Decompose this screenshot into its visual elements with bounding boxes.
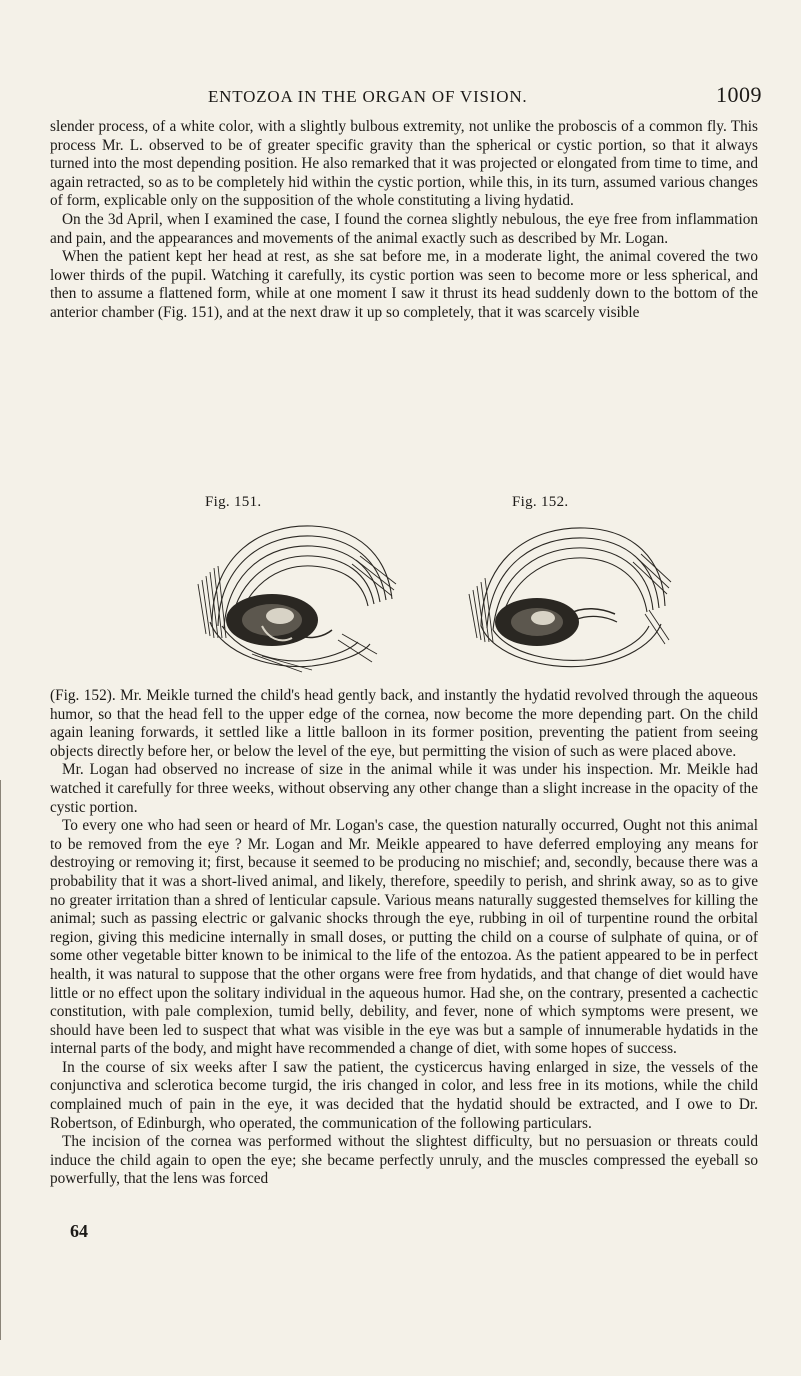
running-title: ENTOZOA IN THE ORGAN OF VISION. [208, 87, 528, 106]
page-edge-line [0, 780, 11, 1340]
paragraph: To every one who had seen or heard of Mr. Logan's case, the question naturally occurred, Ought not this animal to be removed from the eye ? Mr. Logan and Mr. Meikle appeared to have deferred employing any means for destroying or removing it; first, because it seemed to be producing no mischief; and, secondly, because there was a probability that it was a short-lived animal, and likely, therefore, speedily to perish, and shrink away, so as to give no greater irritation than a shred of lenticular capsule. Various means naturally suggested themselves for killing the animal; such as passing electric or galvanic shocks through the eye, rubbing in oil of turpentine round the orbital region, giving this medicine internally in small doses, or putting the child on a course of sulphate of quina, or of some other vegetable bitter known to be inimical to the life of the entozoa. As the patient appeared to be in perfect health, it was natural to suppose that the other organs were free from hydatids, and that change of diet would have little or no effect upon the solitary individual in the aqueous humor. Had she, on the contrary, presented a cachectic constitution, with pale complexion, tumid belly, debility, and fever, none of which symptoms were present, we should have been led to suspect that what was visible in the eye was but a sample of innumerable hydatids in the internal parts of the body, and might have recommended a change of diet, with some hopes of success. [50, 817, 758, 1058]
paragraph: Mr. Logan had observed no increase of size in the animal while it was under his inspection. Mr. Meikle had watched it carefully for three weeks, without observing any other change than a slight increase in the opacity of the cystic portion. [50, 761, 758, 816]
eye-hydatid-upper-illustration [465, 514, 675, 674]
page-number: 1009 [716, 82, 762, 107]
body-text-bottom [50, 687, 758, 1189]
eye-hydatid-lower-illustration [192, 514, 402, 674]
figure-152-caption: Fig. 152. [512, 494, 569, 510]
paragraph: In the course of six weeks after I saw the patient, the cysticercus having enlarged in size, the vessels of the conjunctiva and sclerotica become turgid, the iris changed in color, and less free in its motions, while the child complained much of pain in the eye, it was decided that the hydatid should be extracted, and I owe to Dr. Robertson, of Edinburgh, who operated, the communication of the following particulars. [50, 1058, 758, 1132]
body-text-top [50, 118, 758, 323]
signature-mark: 64 [70, 1221, 88, 1241]
paragraph: On the 3d April, when I examined the case, I found the cornea slightly nebulous, the eye free from inflammation and pain, and the appearances and movements of the animal exactly such as described by Mr. Logan. [50, 210, 758, 247]
paragraph: The incision of the cornea was performed without the slightest difficulty, but no persuasion or threats could induce the child again to open the eye; she became perfectly unruly, and the muscles compressed the eyeball so powerfully, that the lens was forced [50, 1133, 758, 1188]
figure-151-caption: Fig. 151. [205, 494, 262, 510]
paragraph: When the patient kept her head at rest, as she sat before me, in a moderate light, the animal covered the two lower thirds of the pupil. Watching it carefully, its cystic portion was seen to become more or less spherical, and then to assume a flattened form, while at one moment I saw it thrust its head suddenly down to the bottom of the anterior chamber (Fig. 151), and at the next draw it up so completely, that it was scarcely visible [50, 248, 758, 321]
paragraph: slender process, of a white color, with a slightly bulbous extremity, not unlike the proboscis of a common fly. This process Mr. L. observed to be of greater specific gravity than the spherical or cystic portion, so that it always turned into the most depending position. He also remarked that it was projected or elongated from time to time, and again retracted, so as to be completely hid within the cystic portion, while this, in its turn, assumed various changes of form, explicable only on the supposition of the whole constituting a living hydatid. [50, 118, 758, 210]
paragraph: (Fig. 152). Mr. Meikle turned the child's head gently back, and instantly the hydatid revolved through the aqueous humor, so that the head fell to the upper edge of the cornea, now become the more depending part. On the child again leaning forwards, it settled like a little balloon in its former position, preventing the patient from seeing objects directly before her, or below the level of the eye, but permitting the vision of such as were placed above. [50, 687, 758, 760]
